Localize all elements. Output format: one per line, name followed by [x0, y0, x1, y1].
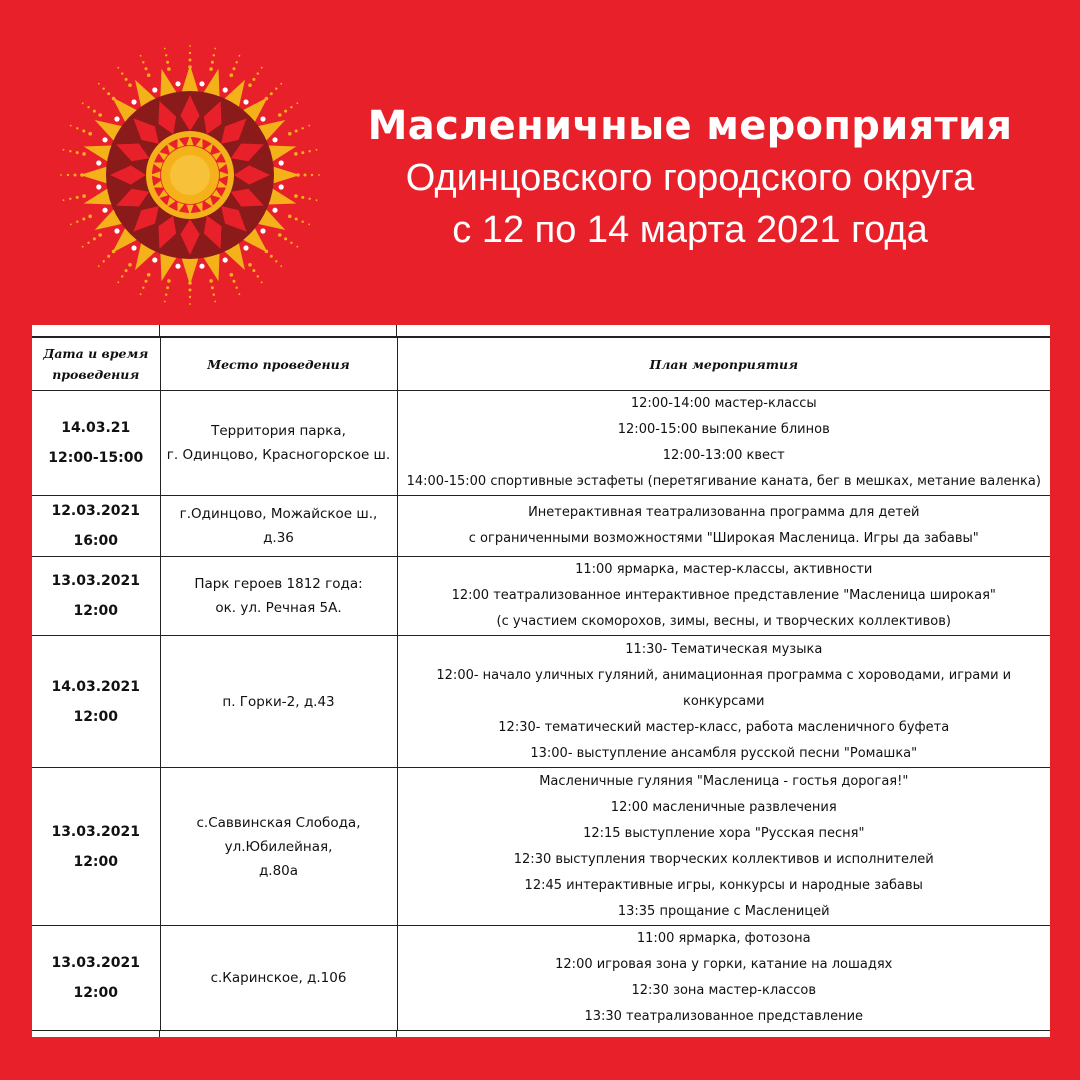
event-date: 14.03.2021: [51, 678, 141, 695]
header-plan: План мероприятия: [397, 338, 1050, 391]
event-place-cell: [160, 557, 397, 636]
event-date-cell: [32, 496, 160, 557]
event-place-line: с.Саввинская Слобода, ул.Юбилейная,: [196, 814, 361, 855]
event-plan-line: 11:30- Тематическая музыка: [625, 641, 823, 657]
event-plan-cell: [397, 496, 1050, 557]
event-place-cell: [160, 496, 397, 557]
table-row: [32, 557, 1050, 636]
event-plan-line: 12:00 игровая зона у горки, катание на лошадях: [555, 957, 893, 972]
event-plan-line: 12:00- начало уличных гуляний, анимационная программа с хороводами, играми и: [436, 667, 1012, 683]
table-row: [32, 391, 1050, 496]
event-plan-line: 14:00-15:00 спортивные эстафеты (перетягивание каната, бег в мешках, метание валенка): [406, 474, 1041, 489]
event-plan-line: 12:00-14:00 мастер-классы: [630, 396, 817, 411]
event-place-line: Территория парка,: [211, 423, 346, 439]
event-plan-line: 11:00 ярмарка, мастер-классы, активности: [575, 562, 873, 577]
event-plan-line: Инетерактивная театрализованна программа для детей: [528, 505, 920, 520]
event-plan-line: конкурсами: [683, 693, 765, 709]
page-title: Масленичные мероприятия: [367, 103, 1013, 149]
event-place-line: ок. ул. Речная 5А.: [215, 600, 342, 616]
event-plan-line: 12:30- тематический мастер-класс, работа масленичного буфета: [498, 719, 950, 735]
event-date: 13.03.2021: [51, 823, 141, 840]
event-place-cell: [160, 391, 397, 496]
page-subtitle-line-1: Одинцовского городского округа: [405, 157, 975, 199]
event-place-line: с.Каринское, д.106: [210, 970, 347, 986]
event-time: 12:00: [73, 853, 119, 870]
event-plan-line: (с участием скоморохов, зимы, весны, и творческих коллективов): [496, 614, 951, 629]
event-time: 12:00: [73, 708, 119, 725]
table-top-strip: [32, 325, 1050, 337]
header: [0, 0, 1080, 330]
table-row: [32, 636, 1050, 768]
table-header-row: [32, 338, 1050, 391]
event-place-line: г.Одинцово, Можайское ш., д.36: [179, 506, 378, 546]
header-place: Место проведения: [160, 338, 397, 391]
event-date: 12.03.2021: [51, 503, 141, 519]
event-time: 16:00: [73, 533, 119, 549]
table-row: [32, 496, 1050, 557]
event-plan-cell: [397, 557, 1050, 636]
event-plan-line: с ограниченными возможностями "Широкая Масленица. Игры да забавы": [468, 531, 979, 546]
title-block: [330, 100, 1050, 256]
event-date: 14.03.21: [61, 420, 131, 436]
event-plan-cell: [397, 391, 1050, 496]
event-plan-line: 12:00-13:00 квест: [662, 448, 785, 463]
event-place-line: Парк героев 1812 года:: [194, 576, 363, 592]
event-plan-line: 11:00 ярмарка, фотозона: [636, 931, 811, 946]
event-date: 13.03.2021: [51, 955, 141, 971]
event-time: 12:00: [73, 603, 119, 619]
event-place-cell: [160, 926, 397, 1031]
event-date-cell: [32, 557, 160, 636]
event-place-cell: [160, 768, 397, 926]
table-bottom-strip: [32, 1031, 1050, 1037]
event-place-line: г. Одинцово, Красногорское ш.: [166, 447, 391, 463]
event-plan-line: 12:15 выступление хора "Русская песня": [583, 825, 865, 841]
event-place-line: д.80а: [258, 862, 299, 879]
event-plan-line: 12:00 масленичные развлечения: [610, 799, 837, 815]
event-date-cell: [32, 768, 160, 926]
event-place-cell: [160, 636, 397, 768]
table-row: [32, 926, 1050, 1031]
event-plan-cell: [397, 636, 1050, 768]
table-row: [32, 768, 1050, 926]
event-place-line: п. Горки-2, д.43: [222, 693, 335, 710]
event-plan-line: 12:30 зона мастер-классов: [631, 983, 817, 998]
event-plan-cell: [397, 926, 1050, 1031]
events-table: [32, 325, 1050, 1037]
event-plan-line: 12:00 театрализованное интерактивное представление "Масленица широкая": [451, 588, 996, 603]
event-plan-line: 12:30 выступления творческих коллективов и исполнителей: [513, 851, 934, 867]
sun-ornament-icon: [55, 40, 325, 310]
header-date: Дата и время проведения: [32, 338, 160, 391]
event-plan-line: Масленичные гуляния "Масленица - гостья дорогая!": [539, 773, 909, 789]
event-date-cell: [32, 636, 160, 768]
event-plan-line: 13:00- выступление ансамбля русской песни "Ромашка": [530, 745, 918, 761]
event-plan-line: 12:00-15:00 выпекание блинов: [617, 422, 830, 437]
event-plan-line: 13:30 театрализованное представление: [584, 1009, 864, 1024]
event-date-cell: [32, 926, 160, 1031]
event-date: 13.03.2021: [51, 573, 141, 589]
event-date-cell: [32, 391, 160, 496]
event-plan-cell: [397, 768, 1050, 926]
event-time: 12:00: [73, 985, 119, 1001]
event-plan-line: 12:45 интерактивные игры, конкурсы и народные забавы: [524, 877, 923, 893]
event-plan-line: 13:35 прощание с Масленицей: [617, 903, 830, 919]
page-subtitle-line-2: с 12 по 14 марта 2021 года: [452, 209, 928, 251]
event-time: 12:00-15:00: [48, 450, 144, 466]
